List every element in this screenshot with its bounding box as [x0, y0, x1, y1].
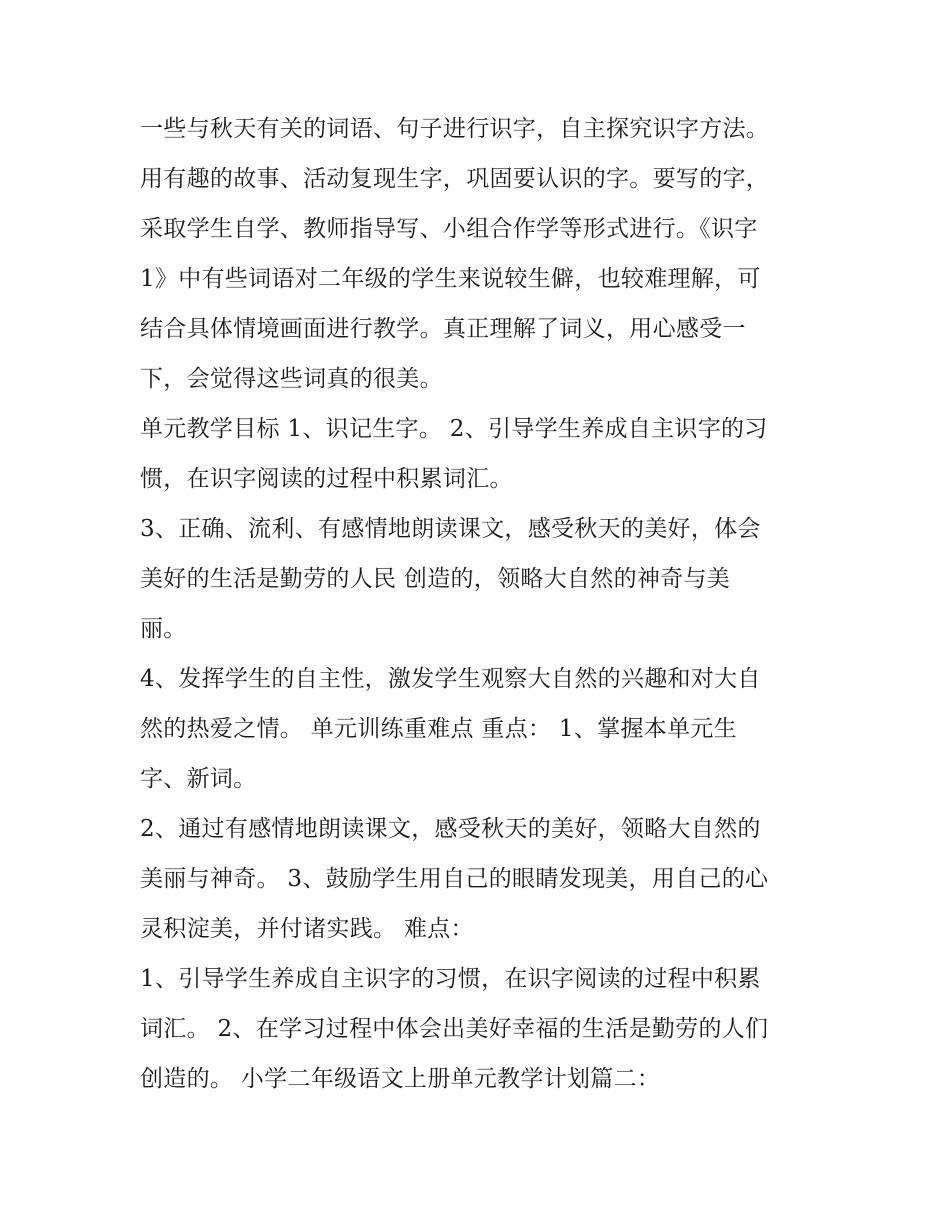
text-line: 然的热爱之情。 单元训练重难点 重点： 1、掌握本单元生	[140, 716, 737, 742]
text-line: 1》中有些词语对二年级的学生来说较生僻，也较难理解，可	[140, 266, 761, 292]
text-line: 2、通过有感情地朗读课文，感受秋天的美好，领略大自然的	[140, 816, 761, 842]
text-line: 一些与秋天有关的词语、句子进行识字，自主探究识字方法。	[140, 116, 770, 142]
text-line: 词汇。 2、在学习过程中体会出美好幸福的生活是勤劳的人们	[140, 1016, 769, 1042]
text-line: 灵积淀美，并付诸实践。 难点：	[140, 916, 474, 942]
text-line: 4、发挥学生的自主性，激发学生观察大自然的兴趣和对大自	[140, 666, 761, 692]
text-line: 用有趣的故事、活动复现生字，巩固要认识的字。要写的字，	[140, 166, 770, 192]
text-line: 创造的。 小学二年级语文上册单元教学计划篇二：	[140, 1066, 661, 1092]
text-line: 惯，在识字阅读的过程中积累词汇。	[140, 466, 513, 492]
document-body	[140, 104, 840, 1104]
text-line: 采取学生自学、教师指导写、小组合作学等形式进行。《识字	[140, 216, 758, 242]
text-line: 1、引导学生养成自主识字的习惯，在识字阅读的过程中积累	[140, 966, 761, 992]
text-line: 3、正确、流利、有感情地朗读课文，感受秋天的美好，体会	[140, 516, 761, 542]
text-line: 美丽与神奇。 3、鼓励学生用自己的眼睛发现美，用自己的心	[140, 866, 769, 892]
text-line: 下，会觉得这些词真的很美。	[140, 366, 443, 392]
text-line: 单元教学目标 1、识记生字。 2、引导学生养成自主识字的习	[140, 416, 768, 442]
text-line: 结合具体情境画面进行教学。真正理解了词义，用心感受一	[140, 316, 746, 342]
text-line: 美好的生活是勤劳的人民 创造的，领略大自然的神奇与美	[140, 566, 731, 592]
text-line: 字、新词。	[140, 766, 257, 792]
text-line: 丽。	[140, 616, 187, 642]
